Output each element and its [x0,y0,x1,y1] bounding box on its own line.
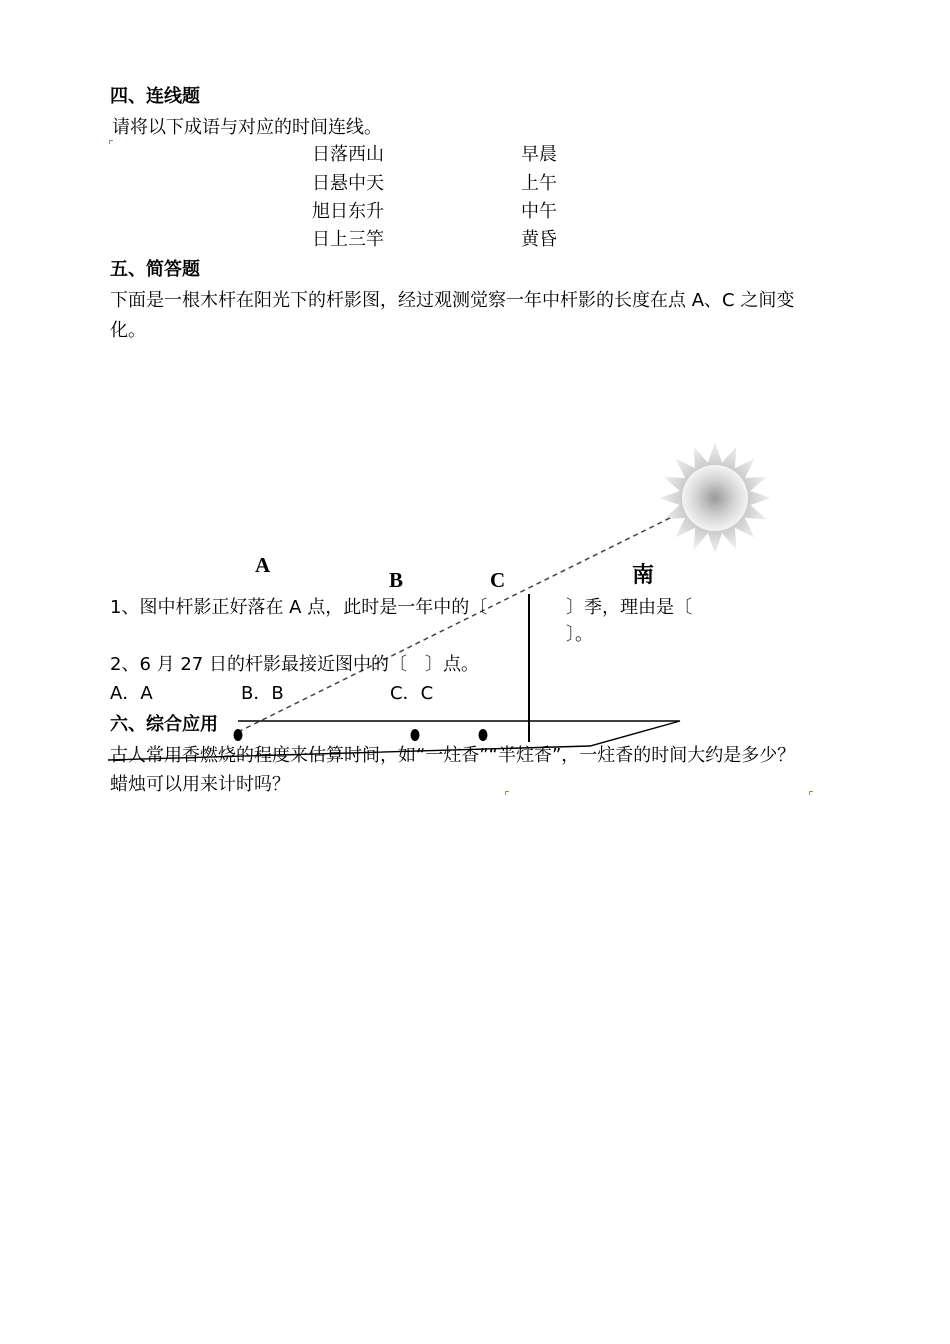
label-a: A [255,553,271,577]
idiom-item: 日上三竿 [312,229,384,250]
sun-ray-dashed-line [238,518,670,732]
point-b-dot [411,729,420,741]
point-c-dot [479,729,488,741]
sun-icon [659,442,771,554]
section6-heading: 六、综合应用 [110,714,218,735]
question-2: 2、6 月 27 日的杆影最接近图中的〔 〕点。 [110,654,479,675]
idiom-item: 日悬中天 [312,173,384,194]
question-1-part2: 〕季，理由是〔 [566,597,692,618]
section5-text-line1: 下面是一根木杆在阳光下的杆影图，经过观测觉察一年中杆影的长度在点 A、C 之间变 [110,290,795,311]
time-item: 黄昏 [521,229,557,250]
margin-mark [809,791,813,795]
section4-instruction: 请将以下成语与对应的时间连线。 [112,117,382,138]
point-a-dot [234,729,243,741]
option-c: C．C [390,683,434,704]
section5-text-line2: 化。 [110,320,146,341]
label-south: 南 [632,563,655,588]
idiom-item: 旭日东升 [312,201,384,222]
option-b: B．B [241,683,284,704]
margin-mark [505,791,509,795]
section5-heading: 五、简答题 [110,259,200,280]
option-a: A．A [110,683,153,704]
label-c: C [490,568,506,592]
section6-text-line2: 蜡烛可以用来计时吗？ [110,774,290,795]
section6-text-line1: 古人常用香燃烧的程度来估算时间，如“一炷香”“半炷香”，一炷香的时间大约是多少？ [110,745,796,766]
label-b: B [389,568,404,592]
idiom-item: 日落西山 [312,144,384,165]
question-1-part3: 〕。 [566,624,593,645]
time-item: 上午 [521,173,557,194]
time-item: 中午 [521,201,557,222]
question-1-part1: 1、图中杆影正好落在 A 点，此时是一年中的〔 [110,597,488,618]
section4-heading: 四、连线题 [110,86,200,107]
time-item: 早晨 [521,144,557,165]
